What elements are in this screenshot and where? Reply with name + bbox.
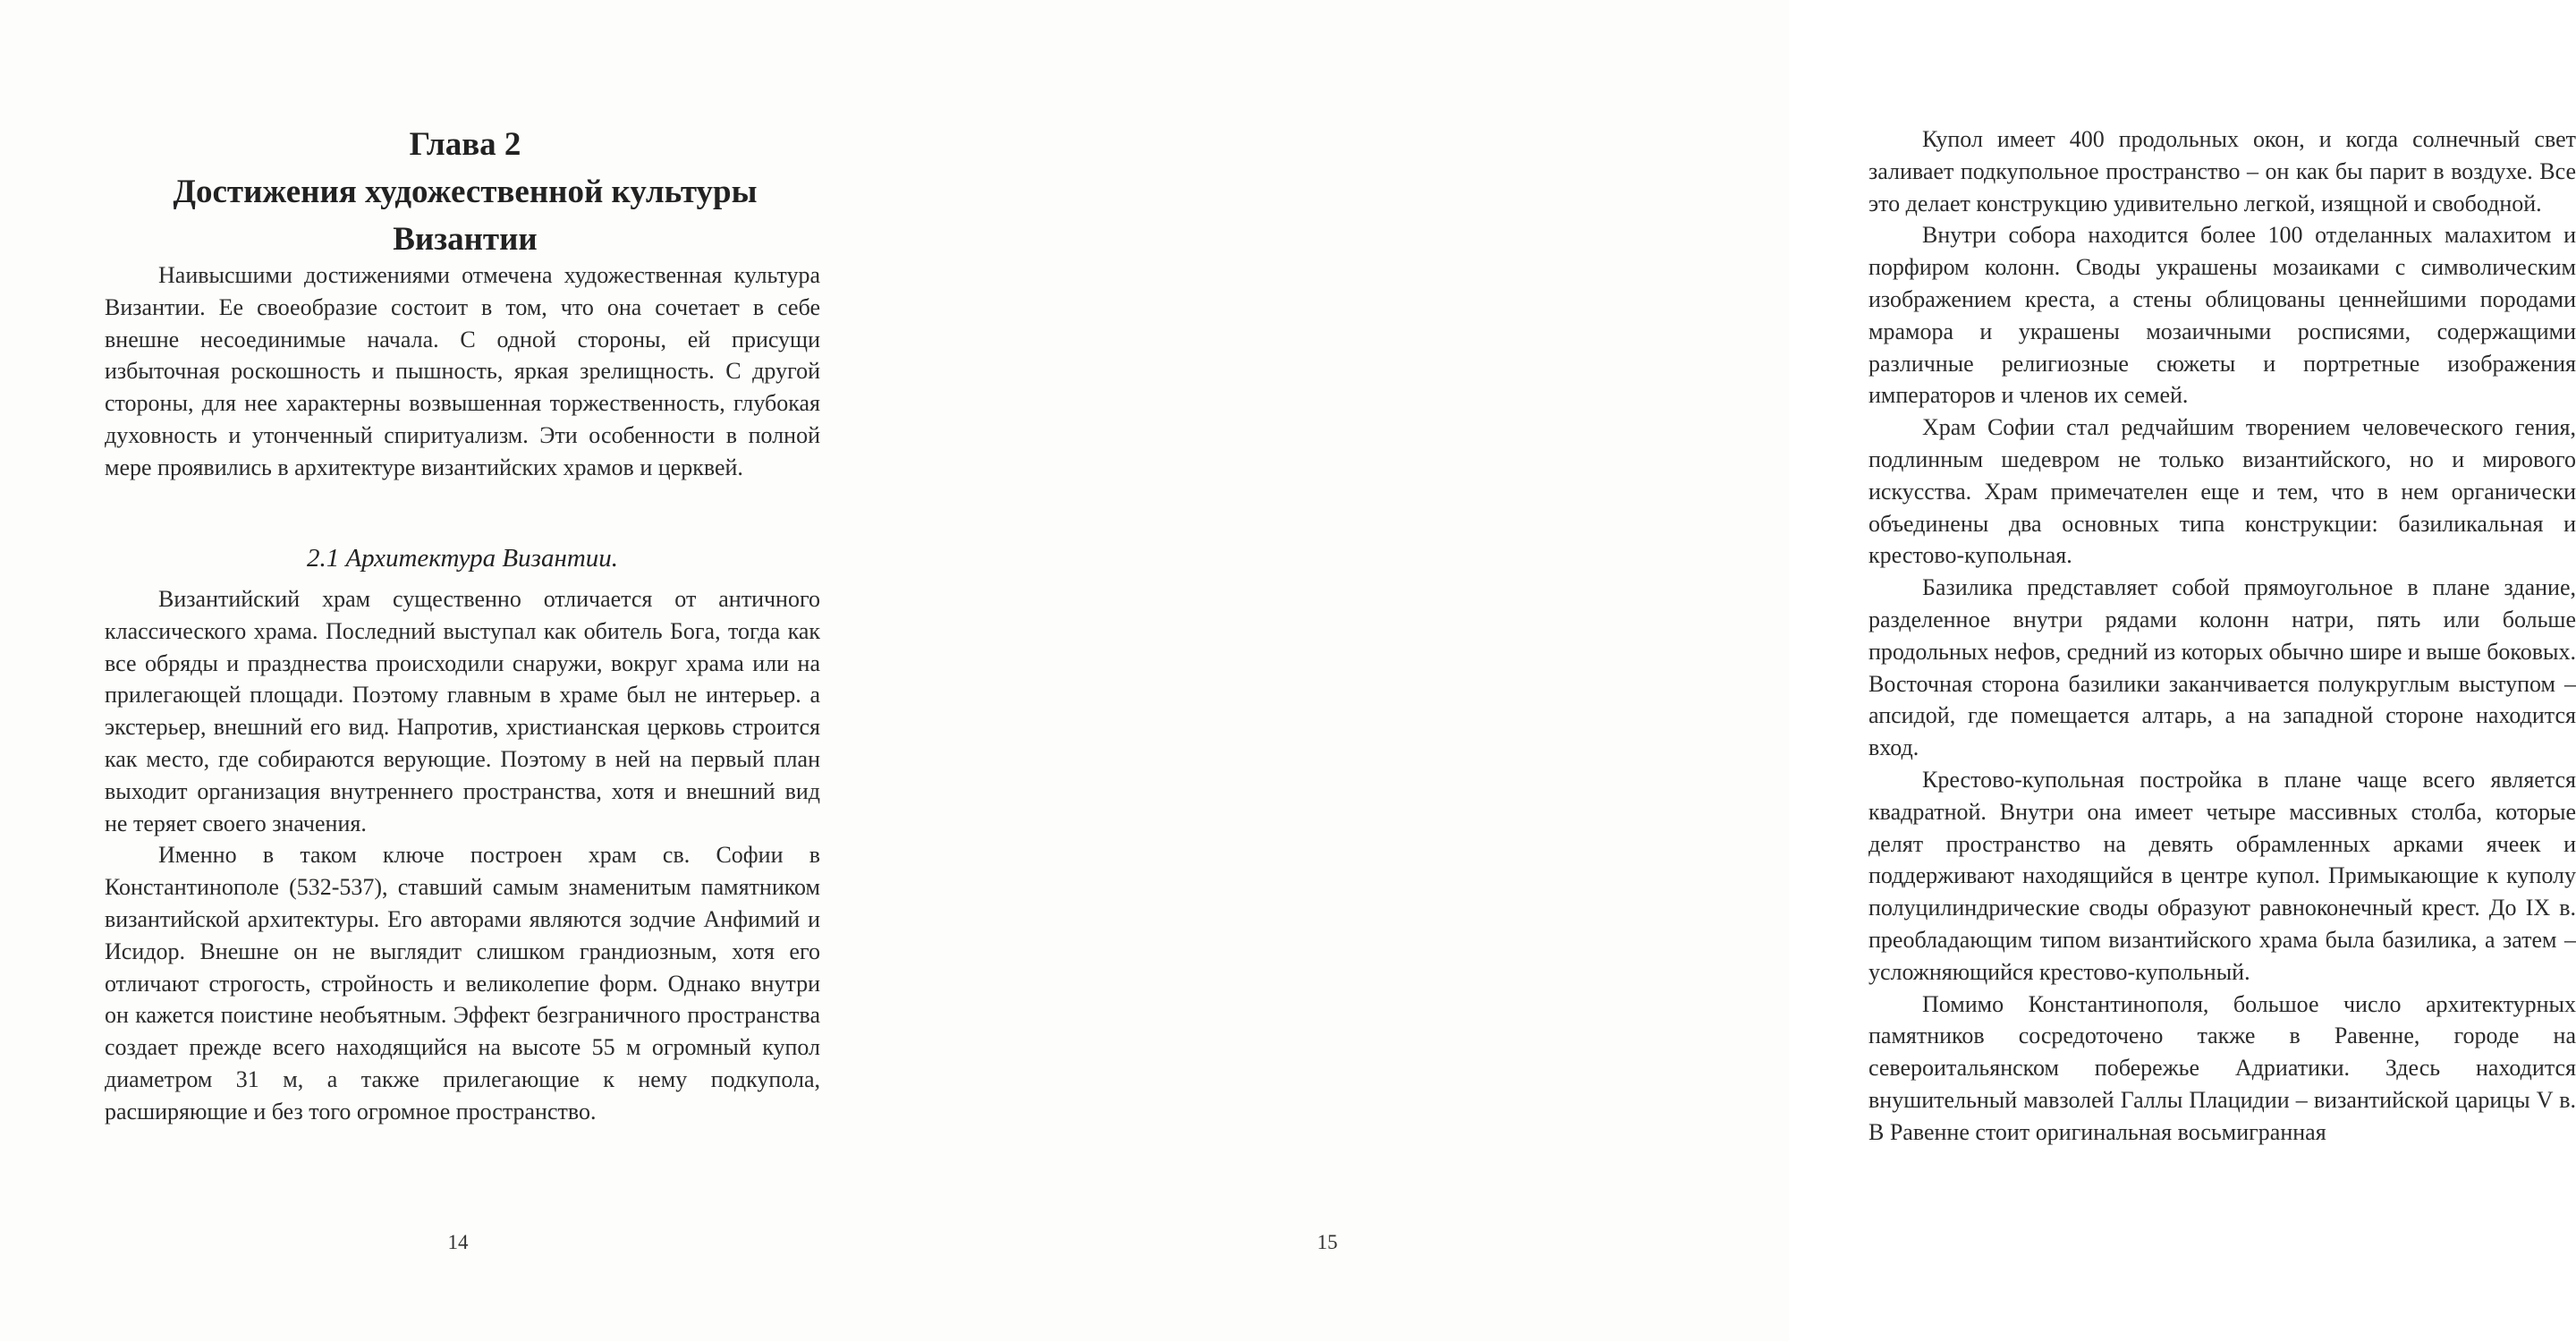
right-paragraph-6: Помимо Константинополя, большое число архитектурных памятников сосредоточено также в Равенне, городе на североитальянском побережье Адриатики. Здесь находится внушительный мавзолей Галлы Плацидии – византийской царицы V в. В Равенне стоит оригинальная восьмигранная <box>1868 990 2576 1145</box>
page-number-right: 15 <box>1317 1231 1338 1253</box>
right-paragraph-2: Внутри собора находится более 100 отделанных малахитом и порфиром колонн. Своды украшены мозаиками с символическим изображением креста, а стены облицованы ценнейшими породами мрамора и украшены мозаичными росписями, содержащими различные религиозные сюжеты и портретные изображения императоров и членов их семей. <box>1868 222 2576 409</box>
chapter-heading <box>143 121 787 263</box>
right-body-text <box>1868 123 2576 1149</box>
section-title: 2.1 Архитектура Византии. <box>306 544 619 573</box>
left-paragraph-1: Византийский храм существенно отличается от античного классического храма. Последний выступал как обитель Бога, тогда как все обряды и празднества происходили снаружи, вокруг храма или на прилегающей площади. Поэтому главным в храме был не интерьер. а экстерьер, внешний его вид. Напротив, христианская церковь строится как место, где собираются верующие. Поэтому в ней на первый план выходит организация внутреннего пространства, хотя и внешний вид не теряет своего значения. <box>105 586 820 836</box>
right-page <box>894 0 2576 1341</box>
intro-text-block <box>105 259 820 484</box>
left-page <box>0 0 894 1341</box>
chapter-title-line-1: Достижения художественной культуры <box>173 174 758 210</box>
left-paragraph-2: Именно в таком ключе построен храм св. Софии в Константинополе (532-537), ставший самым знаменитым памятником византийской архитектуры. Его авторами являются зодчие Анфимий и Исидор. Внешне он не выглядит слишком грандиозным, хотя его отличают строгость, стройность и великолепие форм. Однако внутри он кажется поистине необъятным. Эффект безграничного пространства создает прежде всего находящийся на высоте 55 м огромный купол диаметром 31 м, а также прилегающие к нему подкупола, расширяющие и без того огромное пространство. <box>105 842 820 1125</box>
chapter-title-line-2: Византии <box>393 221 538 258</box>
intro-paragraph: Наивысшими достижениями отмечена художественная культура Византии. Ее своеобразие состоит в том, что она сочетает в себе внешне несоединимые начала. С одной стороны, ей присущи избыточная роскошность и пышность, яркая зрелищность. С другой стороны, для нее характерны возвышенная торжественность, глубокая духовность и утонченный спиритуализм. Эти особенности в полной мере проявились в архитектуре византийских храмов и церквей. <box>105 262 820 480</box>
left-body-text <box>105 583 820 1128</box>
right-paragraph-4: Базилика представляет собой прямоугольное в плане здание, разделенное внутри рядами колонн натри, пять или больше продольных нефов, средний из которых обычно шире и выше боковых. Восточная сторона базилики заканчивается полукруглым выступом – апсидой, где помещается алтарь, а на западной стороне находится вход. <box>1868 574 2576 761</box>
page-number-left: 14 <box>447 1231 469 1253</box>
right-paragraph-1: Купол имеет 400 продольных окон, и когда солнечный свет заливает подкупольное пространство – он как бы парит в воздухе. Все это делает конструкцию удивительно легкой, изящной и свободной. <box>1868 126 2576 216</box>
chapter-label: Глава 2 <box>409 126 521 163</box>
right-paragraph-3: Храм Софии стал редчайшим творением человеческого гения, подлинным шедевром не только византийского, но и мирового искусства. Храм примечателен еще и тем, что в нем органически объединены два основных типа конструкции: базиликальная и крестово-купольная. <box>1868 414 2576 569</box>
right-paragraph-5: Крестово-купольная постройка в плане чаще всего является квадратной. Внутри она имеет четыре массивных столба, которые делят пространство на девять обрамленных арками ячеек и поддерживают находящийся в центре купол. Примыкающие к куполу полуцилиндрические своды образуют равноконечный крест. До IX в. преобладающим типом византийского храма была базилика, а затем – усложняющийся крестово-купольный. <box>1868 766 2576 985</box>
